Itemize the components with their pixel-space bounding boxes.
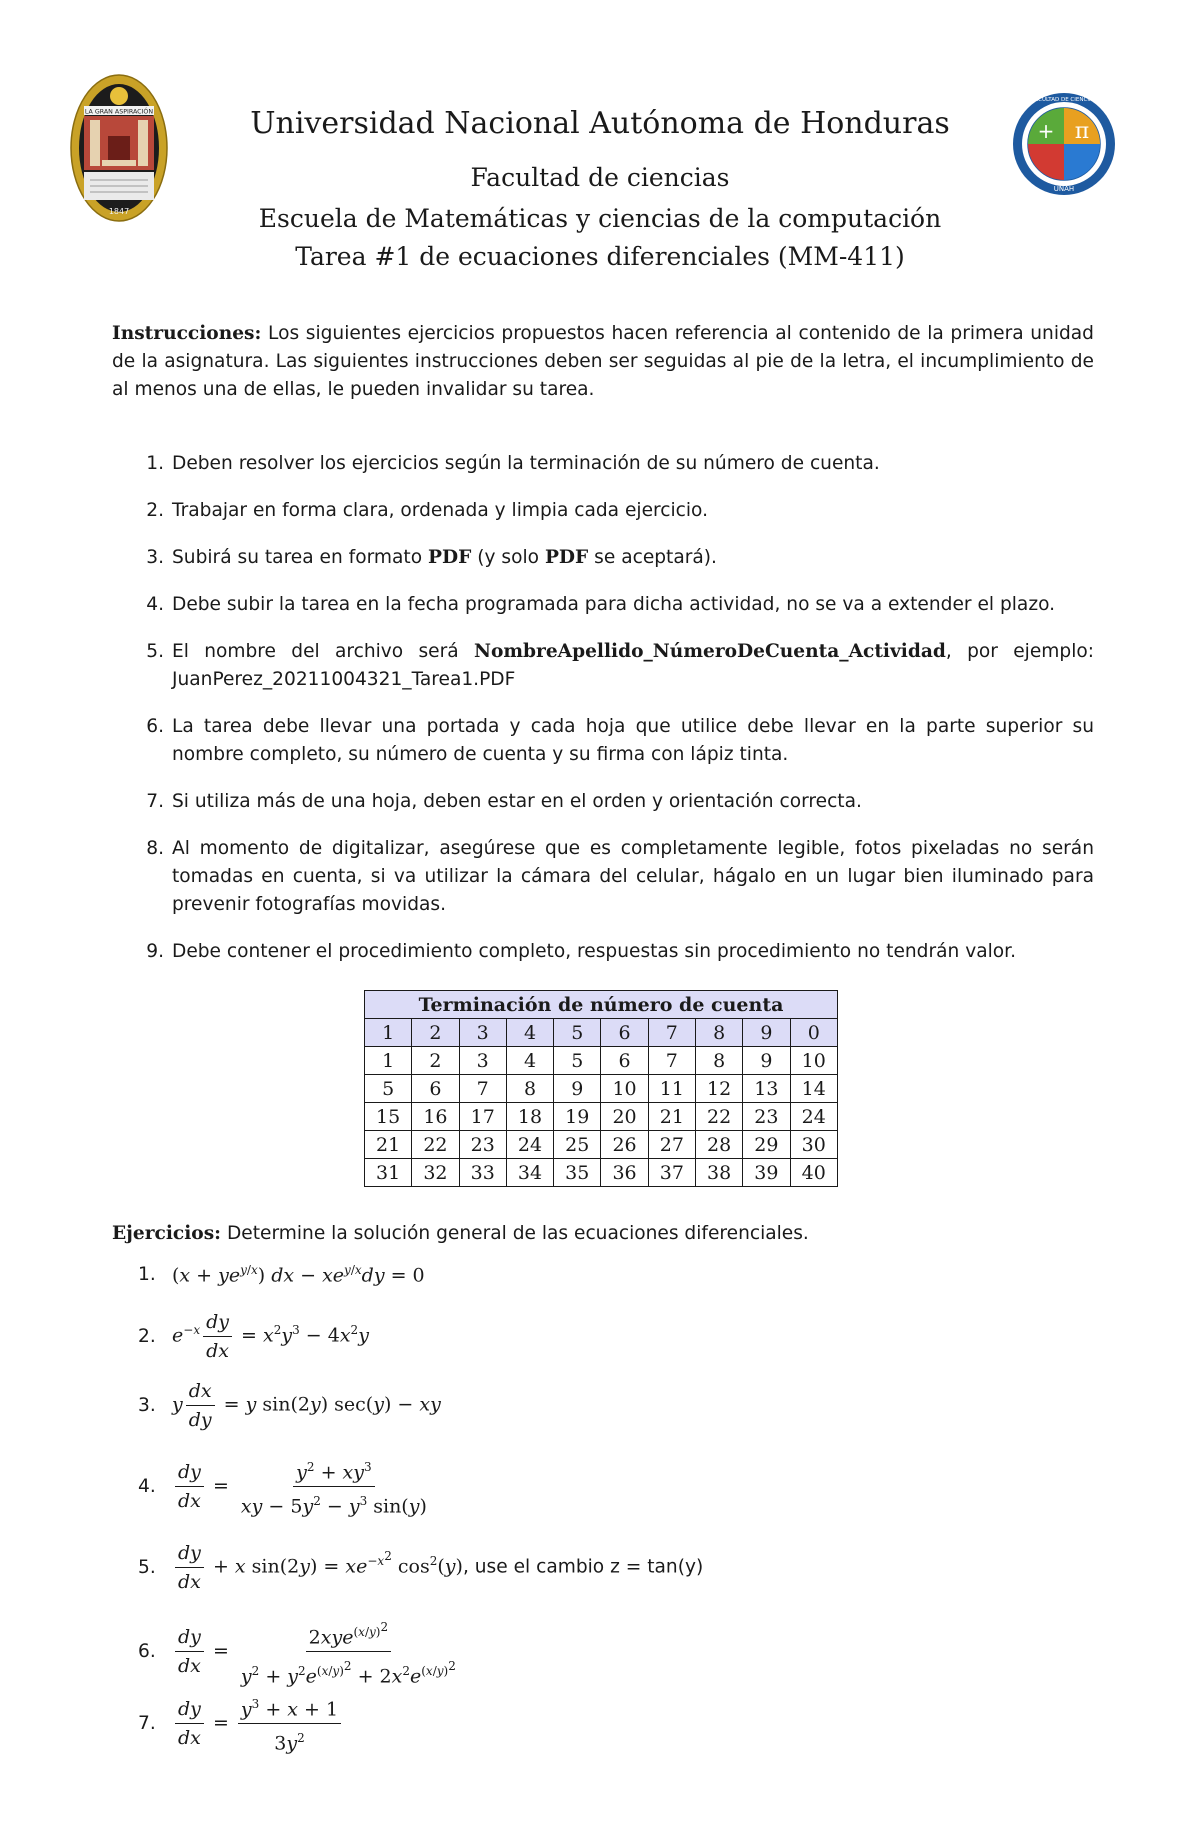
exercises-paragraph	[112, 1220, 1094, 1248]
exercises-text: Determine la solución general de las ecuaciones diferenciales.	[226, 1223, 809, 1244]
university-title: Universidad Nacional Autónoma de Honduras	[250, 106, 950, 141]
list-item: 7. Si utiliza más de una hoja, deben estar en el orden y orientación correcta.	[146, 791, 862, 812]
list-item: 8. Al momento de digitalizar, asegúrese que es completamente legible, fotos pixeladas no serán tomadas en cuenta, si va utilizar la cámara del celular, hágalo en un lugar bien iluminado para prevenir fotografías movidas.	[146, 838, 1094, 915]
unah-seal-logo	[70, 74, 168, 222]
table-header-row: 1 2 3 4 5 6 7 8 9 0	[365, 1019, 838, 1047]
list-item: 4. Debe subir la tarea en la fecha programada para dicha actividad, no se va a extender el plazo.	[146, 594, 1056, 615]
table-row: 31 32 33 34 35 36 37 38 39 40	[365, 1159, 838, 1187]
instructions-label: Instrucciones:	[112, 323, 262, 344]
exercise-4: 4. $\frac{dy}{dx}$ = $\frac{y^2 + xy^3}{xy - 5y^2 - y^3 \sin(y)}$	[138, 1455, 433, 1519]
table-row: 15 16 17 18 19 20 21 22 23 24	[365, 1103, 838, 1131]
table-row: 5 6 7 8 9 10 11 12 13 14	[365, 1075, 838, 1103]
exercise-1: 1. $(x + ye^{y/x})$ dx − $xe^{y/x}dy = 0$	[138, 1263, 425, 1287]
svg-text:LA GRAN ASPIRACIÓN: LA GRAN ASPIRACIÓN	[84, 108, 154, 116]
equation-2: $e^{-x}$ $\frac{dy}{dx}$ = $x^2y^3 - 4x^2y$	[172, 1311, 369, 1362]
svg-text:1847: 1847	[108, 207, 130, 216]
list-item: 3. Subirá su tarea en formato PDF (y solo PDF se aceptará).	[146, 547, 717, 568]
exercise-5: 5. $\frac{dy}{dx}$ + x $\sin(2y) = xe^{-x^2}$ $\cos^2(y)$, use el cambio z = tan(y)	[138, 1542, 704, 1593]
equation-5: $\frac{dy}{dx}$ + x $\sin(2y) = xe^{-x^2}$ $\cos^2(y)$, use el cambio z = tan(y)	[172, 1541, 703, 1594]
exercise-3: 3. y $\frac{dx}{dy}$ = y sin(2y) sec(y) − xy	[138, 1380, 441, 1431]
faculty-title: Facultad de ciencias	[470, 163, 730, 192]
svg-text:+: +	[1037, 119, 1055, 143]
exercise-2: 2. $e^{-x}$ $\frac{dy}{dx}$ = $x^2y^3 - 4x^2y$	[138, 1311, 369, 1362]
svg-text:π: π	[1074, 119, 1090, 144]
table-title: Terminación de número de cuenta	[365, 991, 838, 1019]
equation-6: $\frac{dy}{dx}$ = $\frac{2xye^{(x/y)^2}}{y^2 + y^2e^{(x/y)^2} + 2x^2e^{(x/y)^2}}$	[172, 1615, 462, 1689]
assignment-title: Tarea #1 de ecuaciones diferenciales (MM-411)	[295, 242, 905, 271]
instructions-paragraph	[112, 320, 1094, 404]
table-row: 1 2 3 4 5 6 7 8 9 10	[365, 1047, 838, 1075]
list-item: 2. Trabajar en forma clara, ordenada y limpia cada ejercicio.	[146, 500, 709, 521]
school-title: Escuela de Matemáticas y ciencias de la computación	[258, 204, 942, 233]
exercise-7: 7. $\frac{dy}{dx}$ = $\frac{y^3 + x + 1}{3y^2}$	[138, 1692, 344, 1756]
account-termination-table	[364, 990, 838, 1187]
table-row: 21 22 23 24 25 26 27 28 29 30	[365, 1131, 838, 1159]
svg-text:FACULTAD DE CIENCIAS: FACULTAD DE CIENCIAS	[1031, 97, 1097, 103]
list-item: 9. Debe contener el procedimiento completo, respuestas sin procedimiento no tendrán valor.	[146, 941, 1016, 962]
equation-4: $\frac{dy}{dx}$ = $\frac{y^2 + xy^3}{xy - 5y^2 - y^3 \sin(y)}$	[172, 1455, 433, 1519]
list-item: 5. El nombre del archivo será NombreApellido_NúmeroDeCuenta_Actividad, por ejemplo: JuanPerez_20211004321_Tarea1.PDF	[146, 641, 1094, 690]
instructions-text: Los siguientes ejercicios propuestos hacen referencia al contenido de la primera unidad de la asignatura. Las siguientes instrucciones deben ser seguidas al pie de la letra, el incumplimiento de al menos una de ellas, le pueden invalidar su tarea.	[112, 323, 1094, 400]
instructions-list	[138, 450, 1094, 985]
equation-3: y $\frac{dx}{dy}$ = y sin(2y) sec(y) − xy	[172, 1380, 441, 1431]
svg-text:UNAH: UNAH	[1053, 185, 1075, 193]
list-item: 1. Deben resolver los ejercicios según la terminación de su número de cuenta.	[146, 453, 880, 474]
equation-1: $(x + ye^{y/x})$ dx − $xe^{y/x}dy = 0$	[172, 1263, 425, 1287]
exercise-6: 6. $\frac{dy}{dx}$ = $\frac{2xye^{(x/y)^2}}{y^2 + y^2e^{(x/y)^2} + 2x^2e^{(x/y)^2}}$	[138, 1615, 462, 1689]
list-item: 6. La tarea debe llevar una portada y cada hoja que utilice debe llevar en la parte superior su nombre completo, su número de cuenta y su firma con lápiz tinta.	[146, 716, 1094, 765]
equation-7: $\frac{dy}{dx}$ = $\frac{y^3 + x + 1}{3y^2}$	[172, 1692, 344, 1756]
exercises-label: Ejercicios:	[112, 1223, 222, 1244]
